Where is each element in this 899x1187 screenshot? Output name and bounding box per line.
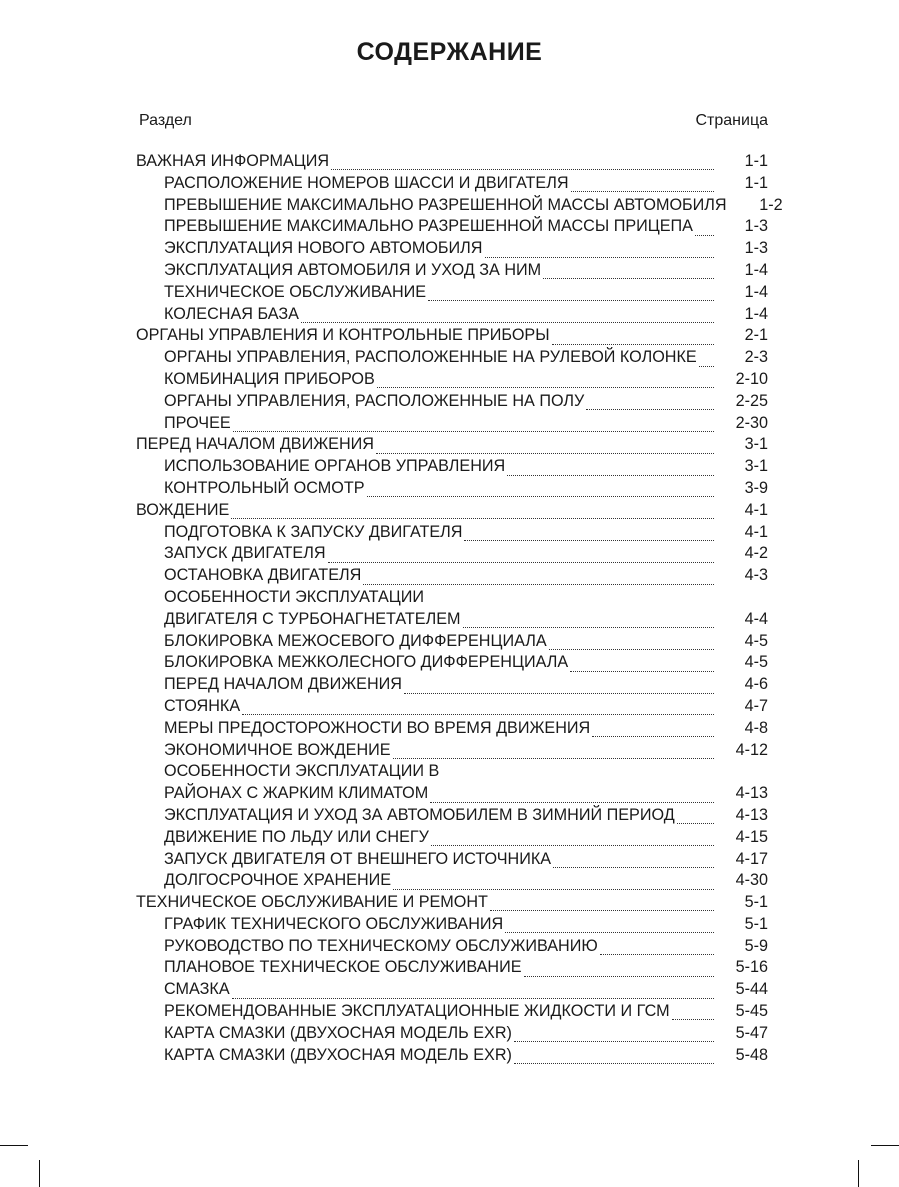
dot-leader xyxy=(490,898,714,911)
toc-entry-title: ПЛАНОВОЕ ТЕХНИЧЕСКОЕ ОБСЛУЖИВАНИЕ xyxy=(164,958,522,977)
toc-entry xyxy=(0,173,899,195)
toc-entry-title: КОМБИНАЦИЯ ПРИБОРОВ xyxy=(164,369,375,388)
toc-entry-page: 4-13 xyxy=(735,784,768,803)
dot-leader xyxy=(677,811,714,824)
toc-section xyxy=(0,325,899,347)
dot-leader xyxy=(430,790,714,803)
dot-leader xyxy=(505,920,714,933)
toc-entry-page: 4-12 xyxy=(735,740,768,759)
toc-entry-page: 4-5 xyxy=(744,631,768,650)
toc-entry-title: ТЕХНИЧЕСКОЕ ОБСЛУЖИВАНИЕ И РЕМОНТ xyxy=(136,893,488,912)
toc-entry-page: 1-1 xyxy=(744,173,768,192)
toc-entry-title: ЭКОНОМИЧНОЕ ВОЖДЕНИЕ xyxy=(164,740,391,759)
toc-entry-title: КОНТРОЛЬНЫЙ ОСМОТР xyxy=(164,478,365,497)
toc-entry-page: 2-1 xyxy=(744,326,768,345)
toc-entry-page: 5-45 xyxy=(735,1002,768,1021)
dot-leader xyxy=(232,986,714,999)
dot-leader xyxy=(393,746,714,759)
dot-leader xyxy=(507,463,714,476)
toc-entry-title: ТЕХНИЧЕСКОЕ ОБСЛУЖИВАНИЕ xyxy=(164,282,427,301)
dot-leader xyxy=(600,942,714,955)
dot-leader xyxy=(231,506,714,519)
toc-entry-title: ПЕРЕД НАЧАЛОМ ДВИЖЕНИЯ xyxy=(136,435,374,454)
dot-leader xyxy=(586,397,714,410)
toc-entry xyxy=(0,849,899,871)
toc-entry xyxy=(0,827,899,849)
toc-entry-title: КОЛЕСНАЯ БАЗА xyxy=(164,304,299,323)
dot-leader xyxy=(543,266,714,279)
toc-entry-page: 4-4 xyxy=(744,609,768,628)
toc-entry-page: 4-5 xyxy=(744,653,768,672)
toc-entry-title: ГРАФИК ТЕХНИЧЕСКОГО ОБСЛУЖИВАНИЯ xyxy=(164,914,504,933)
toc-entry xyxy=(0,456,899,478)
toc-entry-page: 4-6 xyxy=(744,675,768,694)
toc-entry-page: 5-9 xyxy=(744,936,768,955)
dot-leader xyxy=(514,1051,714,1064)
toc-entry xyxy=(0,631,899,653)
toc-entry xyxy=(0,238,899,260)
toc-entry-title: ДВИЖЕНИЕ ПО ЛЬДУ ИЛИ СНЕГУ xyxy=(164,827,429,846)
toc-entry-page: 5-44 xyxy=(735,980,768,999)
toc-entry-title: ДОЛГОСРОЧНОЕ ХРАНЕНИЕ xyxy=(164,871,392,890)
dot-leader xyxy=(552,332,714,345)
toc-entry-page: 4-2 xyxy=(744,544,768,563)
toc-entry xyxy=(0,413,899,435)
dot-leader xyxy=(553,855,714,868)
toc-entry xyxy=(0,216,899,238)
dot-leader xyxy=(699,354,714,367)
dot-leader xyxy=(464,528,714,541)
toc-entry xyxy=(0,369,899,391)
dot-leader xyxy=(441,768,714,780)
toc-entry-title: ПРЕВЫШЕНИЕ МАКСИМАЛЬНО РАЗРЕШЕННОЙ МАССЫ АВТОМОБИЛЯ xyxy=(164,195,727,214)
toc-entry xyxy=(0,260,899,282)
toc-entry-title: ДВИГАТЕЛЯ С ТУРБОНАГНЕТАТЕЛЕМ xyxy=(164,609,461,628)
toc-section xyxy=(0,434,899,456)
toc-entry-page: 5-47 xyxy=(735,1023,768,1042)
toc-entry-page: 4-3 xyxy=(744,566,768,585)
dot-leader xyxy=(233,419,714,432)
toc-entry xyxy=(0,914,899,936)
dot-leader xyxy=(404,681,714,694)
toc-entry-page: 1-4 xyxy=(744,282,768,301)
toc-entry-title: ОСТАНОВКА ДВИГАТЕЛЯ xyxy=(164,566,362,585)
toc-entry xyxy=(0,347,899,369)
toc-entry-page: 4-1 xyxy=(744,522,768,541)
toc-entry-page: 2-25 xyxy=(735,391,768,410)
toc-entry xyxy=(0,1001,899,1023)
toc-entry xyxy=(0,870,899,892)
dot-leader xyxy=(242,702,714,715)
crop-mark xyxy=(0,1145,28,1146)
toc-entry-page: 1-3 xyxy=(744,217,768,236)
toc-entry xyxy=(0,936,899,958)
toc-entry-title: РАЙОНАХ С ЖАРКИМ КЛИМАТОМ xyxy=(164,784,429,803)
toc-entry-page: 4-1 xyxy=(744,500,768,519)
table-of-contents xyxy=(0,151,899,1066)
toc-entry xyxy=(0,587,899,609)
toc-entry xyxy=(0,696,899,718)
toc-entry-title: ОСОБЕННОСТИ ЭКСПЛУАТАЦИИ В xyxy=(164,762,440,781)
toc-entry-title: ЭКСПЛУАТАЦИЯ НОВОГО АВТОМОБИЛЯ xyxy=(164,239,483,258)
toc-entry-title: ИСПОЛЬЗОВАНИЕ ОРГАНОВ УПРАВЛЕНИЯ xyxy=(164,457,506,476)
toc-entry-page: 4-17 xyxy=(735,849,768,868)
dot-leader xyxy=(393,877,714,890)
toc-entry-title: ВАЖНАЯ ИНФОРМАЦИЯ xyxy=(136,152,330,170)
toc-entry-title: ПРЕВЫШЕНИЕ МАКСИМАЛЬНО РАЗРЕШЕННОЙ МАССЫ ПРИЦЕПА xyxy=(164,217,693,236)
toc-entry xyxy=(0,522,899,544)
toc-entry-page: 2-3 xyxy=(744,348,768,367)
dot-leader xyxy=(367,484,714,497)
dot-leader xyxy=(331,157,714,170)
dot-leader xyxy=(426,594,714,606)
page-column-header: Страница xyxy=(695,112,768,129)
toc-entry xyxy=(0,979,899,1001)
toc-entry-page: 1-1 xyxy=(744,152,768,170)
toc-entry xyxy=(0,543,899,565)
dot-leader xyxy=(695,223,714,236)
toc-entry xyxy=(0,304,899,326)
toc-entry-page: 1-4 xyxy=(744,260,768,279)
toc-entry-title: БЛОКИРОВКА МЕЖОСЕВОГО ДИФФЕРЕНЦИАЛА xyxy=(164,631,547,650)
dot-leader xyxy=(463,615,714,628)
toc-entry-page: 3-9 xyxy=(744,478,768,497)
toc-entry-page: 5-16 xyxy=(735,958,768,977)
toc-entry xyxy=(0,740,899,762)
dot-leader xyxy=(431,833,714,846)
toc-entry-title: СМАЗКА xyxy=(164,980,230,999)
toc-entry-page: 3-1 xyxy=(744,435,768,454)
toc-entry xyxy=(0,609,899,631)
toc-entry-title: РАСПОЛОЖЕНИЕ НОМЕРОВ ШАССИ И ДВИГАТЕЛЯ xyxy=(164,173,569,192)
toc-entry-title: ПЕРЕД НАЧАЛОМ ДВИЖЕНИЯ xyxy=(164,675,402,694)
toc-entry-page: 4-8 xyxy=(744,718,768,737)
dot-leader xyxy=(363,572,714,585)
toc-entry-title: ОРГАНЫ УПРАВЛЕНИЯ, РАСПОЛОЖЕННЫЕ НА РУЛЕВОЙ КОЛОНКЕ xyxy=(164,348,697,367)
dot-leader xyxy=(301,310,714,323)
toc-entry xyxy=(0,761,899,783)
toc-entry-page: 1-2 xyxy=(759,195,783,214)
toc-entry xyxy=(0,957,899,979)
section-column-header: Раздел xyxy=(139,112,192,129)
dot-leader xyxy=(592,724,714,737)
toc-entry-page: 1-4 xyxy=(744,304,768,323)
toc-entry-title: ОРГАНЫ УПРАВЛЕНИЯ И КОНТРОЛЬНЫЕ ПРИБОРЫ xyxy=(136,326,550,345)
toc-section xyxy=(0,151,899,173)
toc-entry-title: СТОЯНКА xyxy=(164,696,241,715)
dot-leader xyxy=(514,1029,714,1042)
toc-section xyxy=(0,892,899,914)
toc-entry-title: ОРГАНЫ УПРАВЛЕНИЯ, РАСПОЛОЖЕННЫЕ НА ПОЛУ xyxy=(164,391,585,410)
dot-leader xyxy=(549,637,714,650)
toc-entry-page: 5-1 xyxy=(744,893,768,912)
toc-entry xyxy=(0,652,899,674)
toc-entry-page: 5-1 xyxy=(744,914,768,933)
toc-entry-page: 4-15 xyxy=(735,827,768,846)
toc-entry-title: РУКОВОДСТВО ПО ТЕХНИЧЕСКОМУ ОБСЛУЖИВАНИЮ xyxy=(164,936,598,955)
toc-entry-title: КАРТА СМАЗКИ (ДВУХОСНАЯ МОДЕЛЬ EXR) xyxy=(164,1045,512,1064)
toc-entry-title: ЗАПУСК ДВИГАТЕЛЯ xyxy=(164,544,326,563)
toc-entry-page: 1-3 xyxy=(744,239,768,258)
toc-entry xyxy=(0,783,899,805)
dot-leader xyxy=(672,1007,714,1020)
toc-entry xyxy=(0,1045,899,1067)
dot-leader xyxy=(376,441,714,454)
dot-leader xyxy=(524,964,714,977)
crop-mark xyxy=(871,1145,899,1146)
toc-entry-page: 2-10 xyxy=(735,369,768,388)
toc-entry-title: ОСОБЕННОСТИ ЭКСПЛУАТАЦИИ xyxy=(164,587,425,606)
toc-entry-page: 2-30 xyxy=(735,413,768,432)
toc-entry-page: 4-7 xyxy=(744,696,768,715)
toc-entry-title: ЭКСПЛУАТАЦИЯ АВТОМОБИЛЯ И УХОД ЗА НИМ xyxy=(164,260,542,279)
dot-leader xyxy=(485,245,715,258)
dot-leader xyxy=(570,659,714,672)
toc-entry xyxy=(0,195,899,217)
toc-entry-page: 4-30 xyxy=(735,871,768,890)
toc-entry-page: 3-1 xyxy=(744,457,768,476)
toc-entry-title: ПОДГОТОВКА К ЗАПУСКУ ДВИГАТЕЛЯ xyxy=(164,522,463,541)
dot-leader xyxy=(428,288,714,301)
toc-entry-title: ЗАПУСК ДВИГАТЕЛЯ ОТ ВНЕШНЕГО ИСТОЧНИКА xyxy=(164,849,552,868)
toc-entry-title: БЛОКИРОВКА МЕЖКОЛЕСНОГО ДИФФЕРЕНЦИАЛА xyxy=(164,653,569,672)
toc-entry-title: МЕРЫ ПРЕДОСТОРОЖНОСТИ ВО ВРЕМЯ ДВИЖЕНИЯ xyxy=(164,718,591,737)
dot-leader xyxy=(571,179,714,192)
toc-entry xyxy=(0,674,899,696)
toc-entry xyxy=(0,391,899,413)
toc-entry-title: ПРОЧЕЕ xyxy=(164,413,231,432)
toc-entry xyxy=(0,478,899,500)
toc-entry xyxy=(0,282,899,304)
toc-entry xyxy=(0,718,899,740)
toc-entry xyxy=(0,805,899,827)
toc-entry-page: 5-48 xyxy=(735,1045,768,1064)
toc-entry-title: ВОЖДЕНИЕ xyxy=(136,500,230,519)
toc-entry-title: РЕКОМЕНДОВАННЫЕ ЭКСПЛУАТАЦИОННЫЕ ЖИДКОСТИ И ГСМ xyxy=(164,1002,670,1021)
dot-leader xyxy=(328,550,714,563)
page-title: СОДЕРЖАНИЕ xyxy=(356,38,543,66)
toc-entry-page: 4-13 xyxy=(735,805,768,824)
toc-entry-title: ЭКСПЛУАТАЦИЯ И УХОД ЗА АВТОМОБИЛЕМ В ЗИМНИЙ ПЕРИОД xyxy=(164,805,675,824)
toc-entry xyxy=(0,565,899,587)
toc-entry-title: КАРТА СМАЗКИ (ДВУХОСНАЯ МОДЕЛЬ EXR) xyxy=(164,1023,512,1042)
toc-section xyxy=(0,500,899,522)
toc-entry xyxy=(0,1023,899,1045)
dot-leader xyxy=(377,375,714,388)
crop-mark xyxy=(858,1160,859,1187)
crop-mark xyxy=(39,1160,40,1187)
